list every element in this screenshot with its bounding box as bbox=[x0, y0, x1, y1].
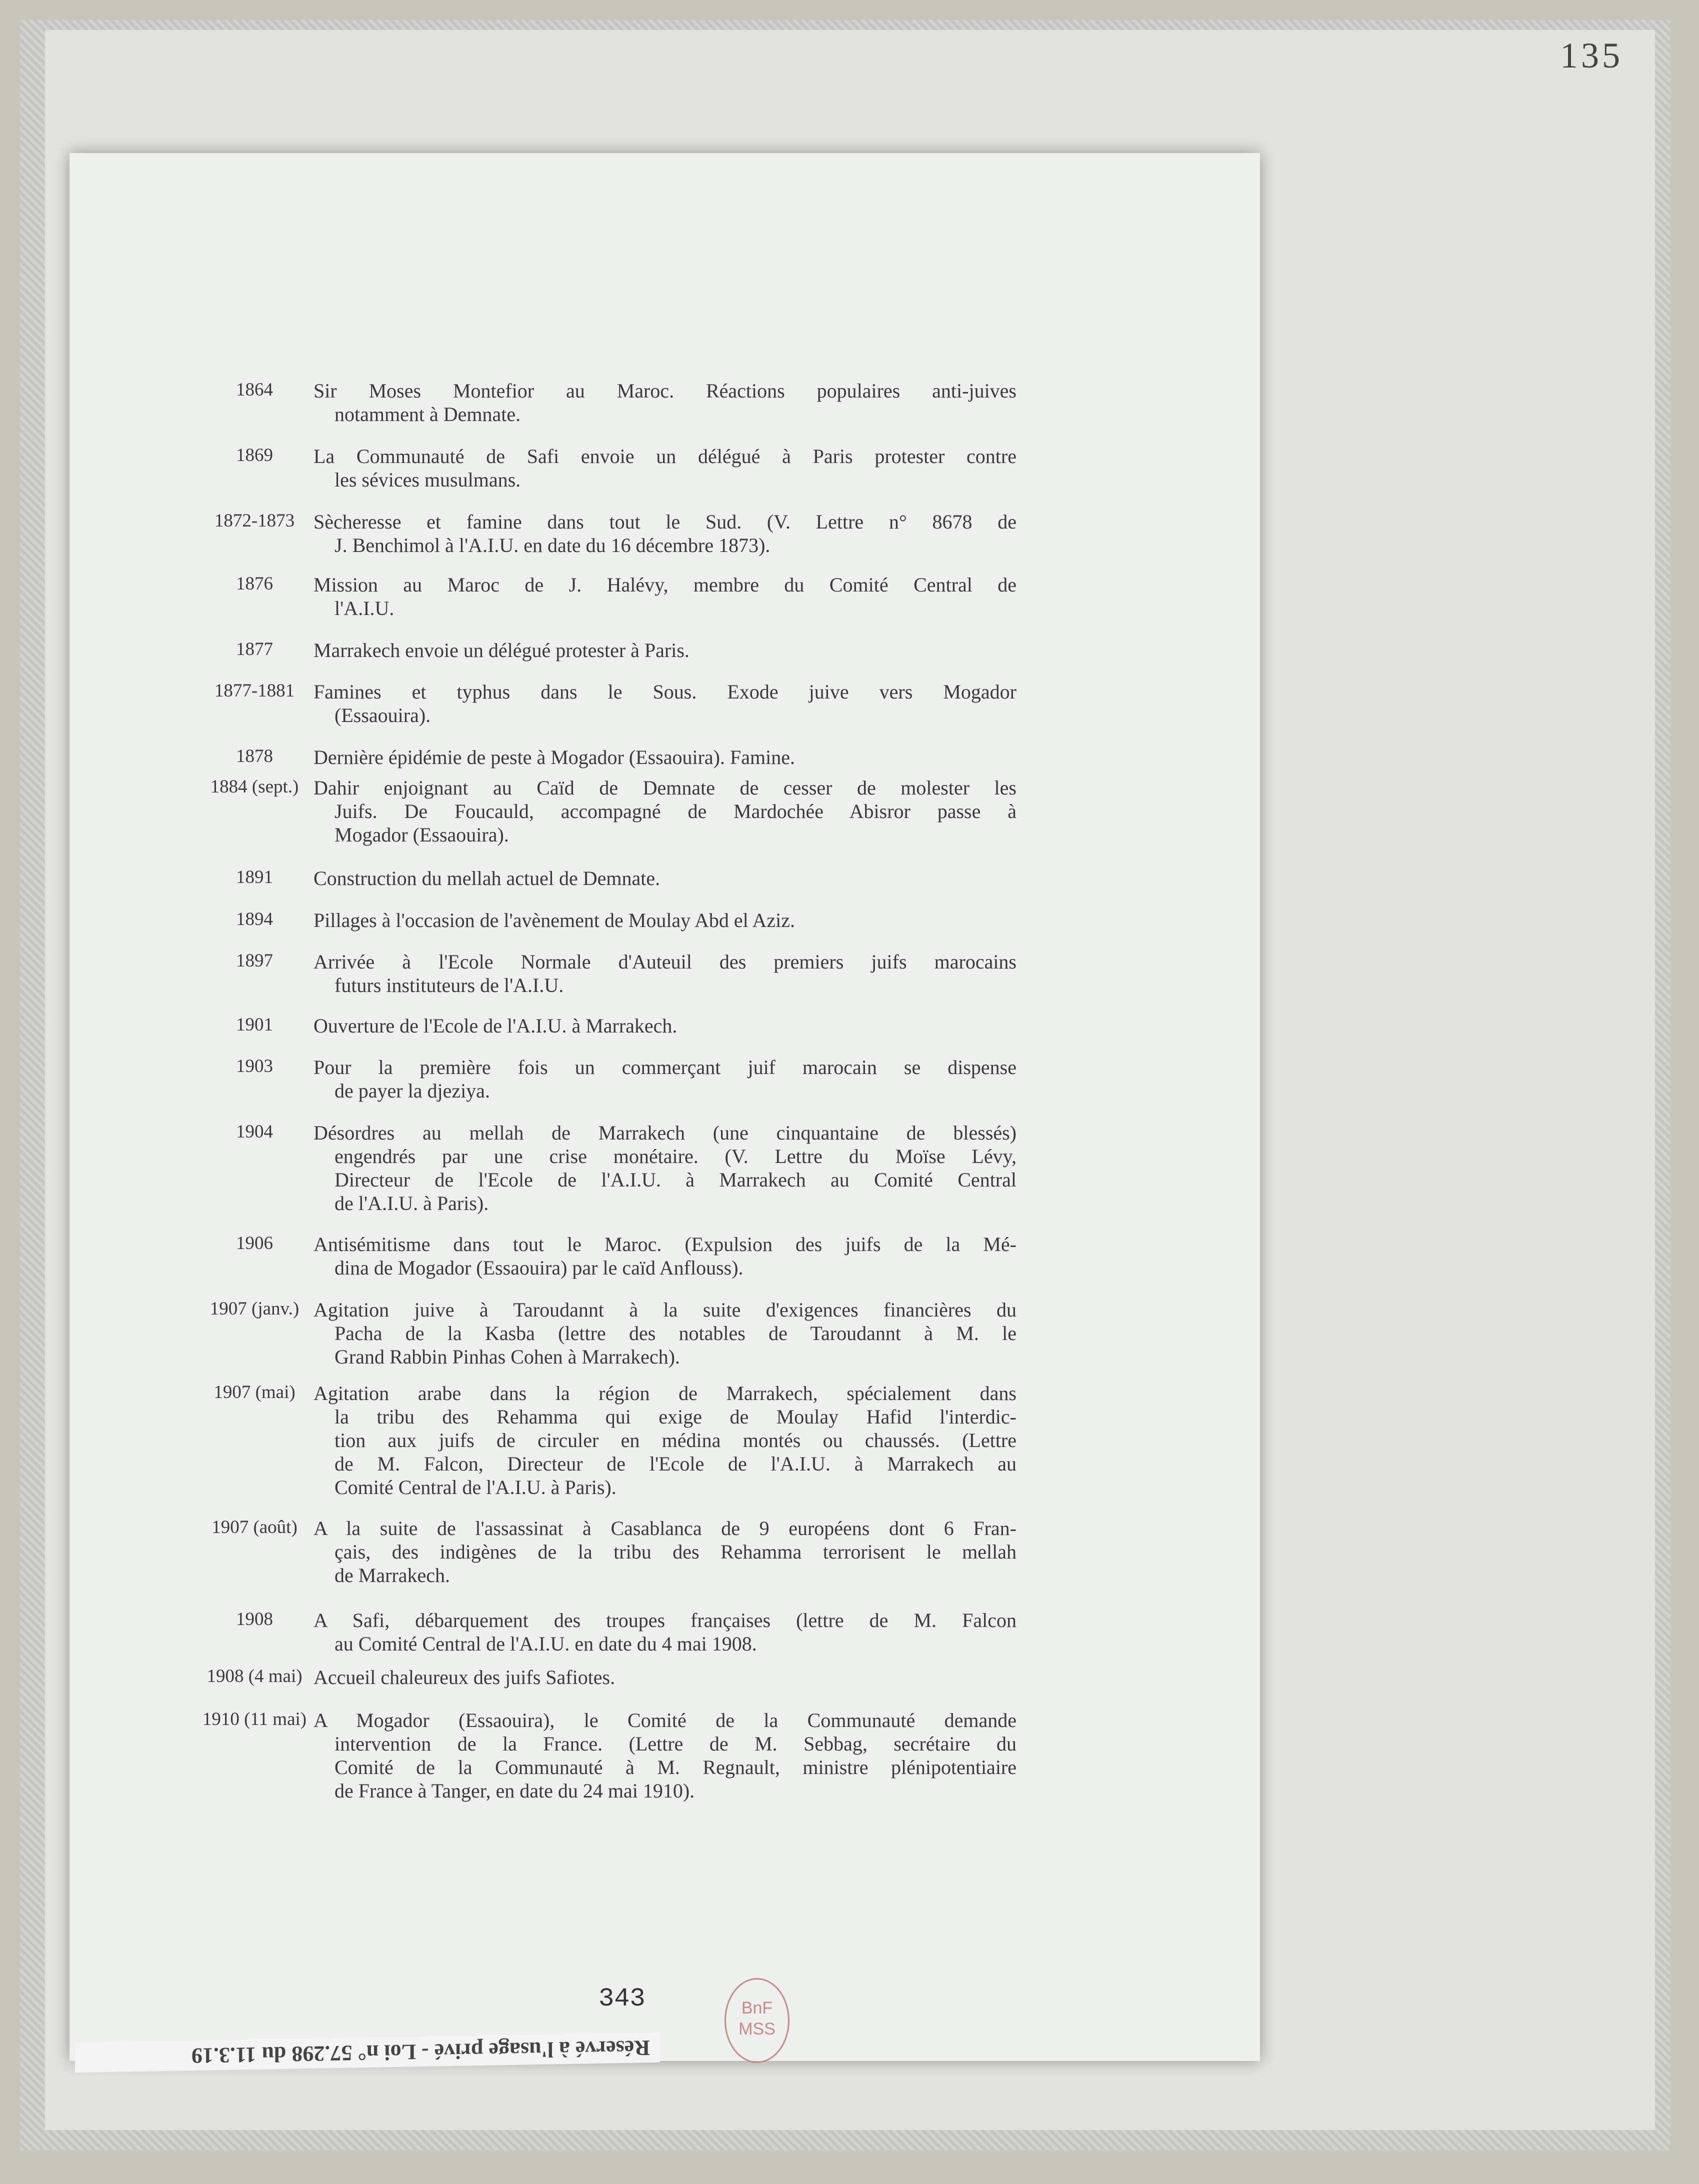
entry-text bbox=[314, 1232, 1016, 1280]
entry-date: 1878 bbox=[236, 746, 273, 766]
entry-line: Ouverture de l'Ecole de l'A.I.U. à Marrakech. bbox=[314, 1014, 678, 1037]
entry-date: 1876 bbox=[236, 574, 273, 594]
entry-line: Accueil chaleureux des juifs Safiotes. bbox=[314, 1666, 616, 1688]
entry-line: A Safi, débarquement des troupes françaises (lettre de M. Falcon bbox=[314, 1609, 1016, 1632]
entry-text bbox=[314, 950, 1016, 997]
entry-line: de payer la djeziya. bbox=[334, 1080, 490, 1102]
entry-line: La Communauté de Safi envoie un délégué à Paris protester contre bbox=[314, 445, 1016, 468]
entry-text bbox=[314, 776, 1016, 846]
entry-date: 1908 (4 mai) bbox=[206, 1666, 302, 1686]
entry-line: engendrés par une crise monétaire. (V. Lettre du Moïse Lévy, bbox=[334, 1145, 1016, 1168]
entry-date: 1877 bbox=[236, 639, 273, 660]
entry-line: intervention de la France. (Lettre de M. Sebbag, secrétaire du bbox=[334, 1732, 1016, 1755]
entry-date: 1907 (mai) bbox=[214, 1382, 296, 1402]
entry-line: les sévices musulmans. bbox=[334, 468, 521, 491]
entry-line: Dahir enjoignant au Caïd de Demnate de cesser de molester les bbox=[314, 776, 1016, 799]
entry-text bbox=[314, 1516, 1016, 1587]
entry-line: l'A.I.U. bbox=[334, 597, 394, 620]
entry-text bbox=[314, 1608, 1016, 1656]
entry-date: 1901 bbox=[236, 1014, 273, 1035]
entry-text bbox=[314, 1382, 1016, 1499]
entry-line: A la suite de l'assassinat à Casablanca de 9 européens dont 6 Fran- bbox=[314, 1517, 1016, 1540]
entry-text bbox=[314, 908, 1016, 932]
entry-date: 1910 (11 mai) bbox=[202, 1709, 307, 1730]
entry-date: 1869 bbox=[236, 445, 273, 466]
entry-line: Construction du mellah actuel de Demnate. bbox=[314, 867, 660, 890]
entry-text bbox=[314, 638, 1016, 662]
entry-date: 1864 bbox=[236, 380, 273, 400]
entry-line: Marrakech envoie un délégué protester à Paris. bbox=[314, 639, 690, 662]
entry-line: au Comité Central de l'A.I.U. en date du 4 mai 1908. bbox=[334, 1632, 757, 1655]
entry-text bbox=[314, 510, 1016, 557]
entry-line: Mission au Maroc de J. Halévy, membre du Comité Central de bbox=[314, 574, 1016, 596]
entry-date: 1897 bbox=[236, 950, 273, 971]
entry-line: Pacha de la Kasba (lettre des notables de Taroudannt à M. le bbox=[334, 1322, 1016, 1344]
entry-date: 1884 (sept.) bbox=[210, 776, 299, 797]
entry-text bbox=[314, 680, 1016, 727]
stamp-line: MSS bbox=[738, 2020, 776, 2038]
document-page bbox=[70, 153, 1260, 2061]
entry-line: de M. Falcon, Directeur de l'Ecole de l'A.I.U. à Marrakech au bbox=[334, 1452, 1016, 1475]
usage-label-strip: Réservé à l'usage privé - Loi n° 57.298 du 11.3.19 bbox=[75, 2032, 660, 2072]
entry-text bbox=[314, 1121, 1016, 1215]
entry-line: Grand Rabbin Pinhas Cohen à Marrakech). bbox=[334, 1346, 680, 1368]
entry-text bbox=[314, 1056, 1016, 1102]
entry-date: 1894 bbox=[236, 909, 273, 930]
entry-line: Désordres au mellah de Marrakech (une cinquantaine de blessés) bbox=[314, 1122, 1016, 1144]
entry-line: dina de Mogador (Essaouira) par le caïd Anflouss). bbox=[334, 1256, 744, 1279]
entry-line: J. Benchimol à l'A.I.U. en date du 16 décembre 1873). bbox=[334, 534, 770, 556]
entry-line: Agitation arabe dans la région de Marrakech, spécialement dans bbox=[314, 1382, 1016, 1404]
entry-text bbox=[314, 444, 1016, 492]
sheet-number: 135 bbox=[1560, 36, 1623, 76]
entry-date: 1904 bbox=[236, 1122, 273, 1142]
entry-text bbox=[314, 1298, 1016, 1368]
entry-text bbox=[314, 1708, 1016, 1802]
entry-text bbox=[314, 1666, 1016, 1689]
entry-line: çais, des indigènes de la tribu des Rehamma terrorisent le mellah bbox=[334, 1540, 1016, 1563]
entry-text bbox=[314, 573, 1016, 620]
entry-text bbox=[314, 1014, 1016, 1038]
entry-line: Comité Central de l'A.I.U. à Paris). bbox=[334, 1476, 616, 1498]
entry-text bbox=[314, 866, 1016, 890]
entry-date: 1906 bbox=[236, 1233, 273, 1254]
entry-text bbox=[314, 379, 1016, 426]
entry-line: A Mogador (Essaouira), le Comité de la Communauté demande bbox=[314, 1709, 1016, 1732]
entry-line: Dernière épidémie de peste à Mogador (Essaouira). Famine. bbox=[314, 746, 795, 768]
entry-line: Agitation juive à Taroudannt à la suite d'exigences financières du bbox=[314, 1298, 1016, 1321]
entry-text bbox=[314, 746, 1016, 769]
entry-date: 1908 bbox=[236, 1609, 273, 1630]
stamp-line: BnF bbox=[741, 1998, 773, 2018]
entry-line: de Marrakech. bbox=[334, 1564, 450, 1586]
bnf-stamp bbox=[724, 1978, 790, 2063]
entry-line: Arrivée à l'Ecole Normale d'Auteuil des premiers juifs marocains bbox=[314, 950, 1016, 973]
entry-line: futurs instituteurs de l'A.I.U. bbox=[334, 974, 564, 996]
entry-line: Sir Moses Montefior au Maroc. Réactions populaires anti-juives bbox=[314, 380, 1016, 402]
entry-line: de l'A.I.U. à Paris). bbox=[334, 1192, 489, 1214]
entry-date: 1907 (janv.) bbox=[210, 1298, 300, 1319]
entry-date: 1877-1881 bbox=[214, 680, 295, 701]
entry-line: Antisémitisme dans tout le Maroc. (Expulsion des juifs de la Mé- bbox=[314, 1233, 1016, 1256]
entry-line: la tribu des Rehamma qui exige de Moulay Hafid l'interdic- bbox=[334, 1406, 1016, 1428]
entry-line: (Essaouira). bbox=[334, 704, 431, 726]
entry-line: Pillages à l'occasion de l'avènement de Moulay Abd el Aziz. bbox=[314, 909, 796, 932]
entry-date: 1903 bbox=[236, 1056, 273, 1076]
entry-line: Directeur de l'Ecole de l'A.I.U. à Marrakech au Comité Central bbox=[334, 1168, 1016, 1191]
entry-line: Comité de la Communauté à M. Regnault, ministre plénipotentiaire bbox=[334, 1756, 1016, 1778]
entry-line: tion aux juifs de circuler en médina montés ou chaussés. (Lettre bbox=[334, 1429, 1016, 1452]
entry-date: 1907 (août) bbox=[212, 1517, 298, 1538]
entry-line: Mogador (Essaouira). bbox=[334, 824, 509, 846]
entry-date: 1872-1873 bbox=[214, 510, 295, 531]
entry-line: Pour la première fois un commerçant juif marocain se dispense bbox=[314, 1056, 1016, 1078]
entry-line: Famines et typhus dans le Sous. Exode juive vers Mogador bbox=[314, 680, 1016, 703]
entry-line: de France à Tanger, en date du 24 mai 1910). bbox=[334, 1780, 695, 1802]
entry-line: Sècheresse et famine dans tout le Sud. (V. Lettre n° 8678 de bbox=[314, 510, 1016, 533]
entry-line: Juifs. De Foucauld, accompagné de Mardochée Abisror passe à bbox=[334, 800, 1016, 822]
entry-line: notamment à Demnate. bbox=[334, 403, 521, 426]
entry-date: 1891 bbox=[236, 867, 273, 888]
folio-number: 343 bbox=[598, 1984, 646, 2014]
